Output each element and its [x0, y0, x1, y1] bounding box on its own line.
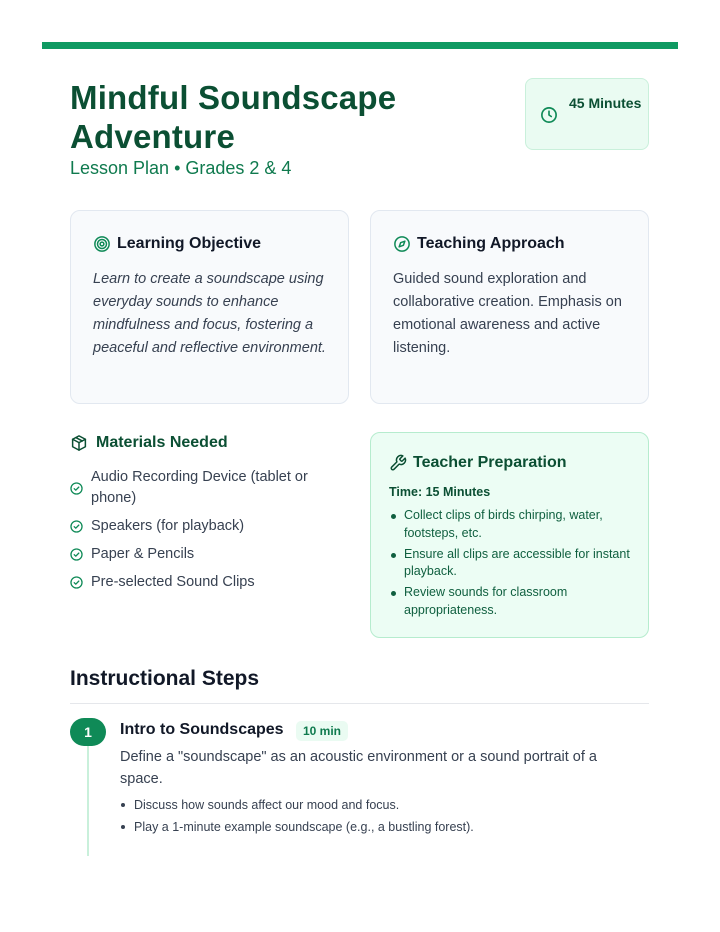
page-subtitle: Lesson Plan • Grades 2 & 4 — [70, 158, 292, 178]
teacher-preparation-title: Teacher Preparation — [413, 454, 567, 471]
teaching-approach-text: Guided sound exploration and collaborative creation. Emphasis on emotional awareness and active listening. — [393, 271, 622, 356]
materials-list — [70, 467, 350, 600]
material-label: Pre-selected Sound Clips — [91, 574, 255, 590]
duration-badge — [525, 78, 649, 150]
material-label: Speakers (for playback) — [91, 518, 245, 534]
materials-heading — [70, 434, 228, 452]
list-item — [70, 516, 350, 537]
teaching-approach-heading — [393, 235, 565, 253]
top-accent-bar — [42, 42, 678, 49]
page-title: Mindful Soundscape Adventure — [70, 79, 397, 155]
teaching-approach-card — [370, 210, 649, 404]
learning-objective-text: Learn to create a soundscape using everyday sounds to enhance mindfulness and focus, fostering a peaceful and reflective environment. — [93, 271, 326, 356]
material-label: Paper & Pencils — [91, 546, 195, 562]
learning-objective-card — [70, 210, 349, 404]
material-label: Audio Recording Device (tablet or phone) — [91, 469, 308, 506]
check-circle-icon — [70, 548, 83, 561]
step-points-list — [120, 796, 640, 840]
check-circle-icon — [70, 520, 83, 533]
list-item — [70, 467, 350, 509]
duration-text: 45 Minutes — [569, 95, 642, 111]
teacher-preparation-heading — [389, 454, 567, 472]
instructional-steps-heading: Instructional Steps — [70, 667, 260, 690]
learning-objective-title: Learning Objective — [117, 235, 262, 252]
materials-title: Materials Needed — [96, 434, 228, 451]
package-icon — [70, 434, 88, 452]
section-divider — [70, 703, 649, 704]
wrench-icon — [389, 454, 407, 472]
list-item — [70, 544, 350, 565]
list-item: Collect clips of birds chirping, water, footsteps, etc. — [389, 507, 634, 542]
clock-icon — [540, 106, 558, 124]
step-title: Intro to Soundscapes — [120, 721, 284, 738]
step-timeline-line — [87, 730, 89, 856]
learning-objective-heading — [93, 235, 261, 253]
step-description: Define a "soundscape" as an acoustic environment or a sound portrait of a space. — [120, 749, 597, 787]
step-number-badge: 1 — [70, 718, 106, 746]
teacher-preparation-card — [370, 432, 649, 638]
list-item — [70, 572, 350, 593]
list-item: Review sounds for classroom appropriateness. — [389, 584, 634, 619]
check-circle-icon — [70, 482, 83, 495]
teaching-approach-title: Teaching Approach — [417, 235, 565, 252]
check-circle-icon — [70, 576, 83, 589]
target-icon — [93, 235, 111, 253]
preparation-time: Time: 15 Minutes — [389, 485, 491, 499]
list-item: Ensure all clips are accessible for instant playback. — [389, 546, 634, 581]
list-item: Discuss how sounds affect our mood and focus. — [120, 796, 640, 814]
step-duration-badge: 10 min — [296, 721, 348, 741]
list-item: Play a 1-minute example soundscape (e.g., a bustling forest). — [120, 818, 640, 836]
preparation-list — [389, 507, 634, 623]
compass-icon — [393, 235, 411, 253]
